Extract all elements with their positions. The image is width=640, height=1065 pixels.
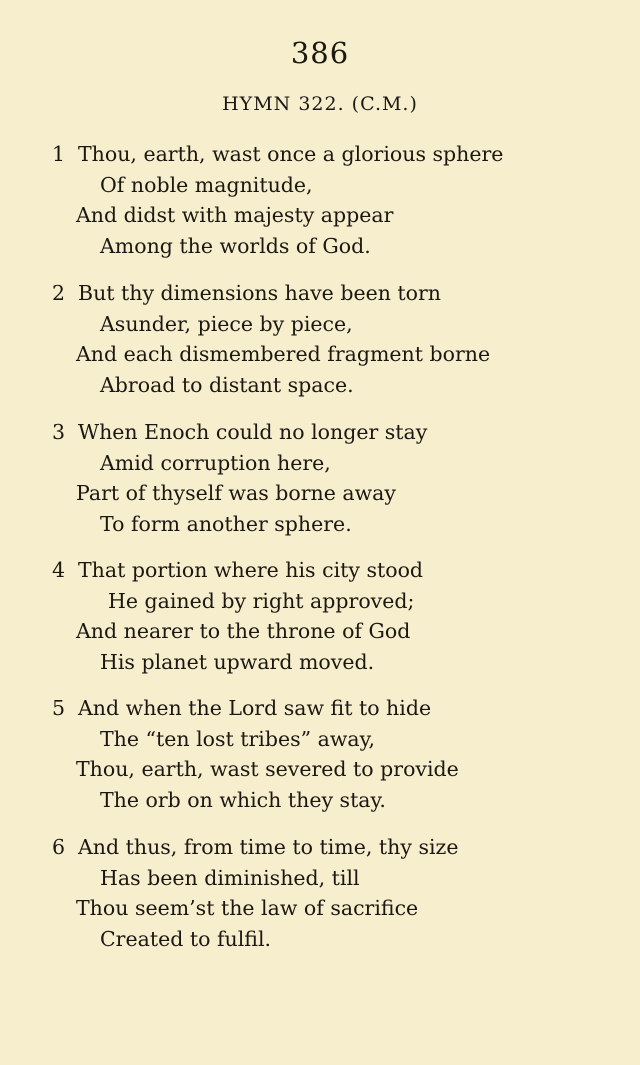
line-text: Among the worlds of God. — [100, 233, 371, 258]
stanza-line — [52, 832, 612, 863]
line-text: Asunder, piece by piece, — [100, 311, 353, 336]
stanza-2 — [52, 278, 612, 400]
stanza-line — [52, 417, 612, 448]
line-text: And didst with majesty appear — [76, 203, 394, 227]
stanza-line — [52, 863, 612, 894]
hymn-title: HYMN 322. (C.M.) — [222, 93, 418, 115]
stanza-3 — [52, 417, 612, 539]
line-text: Thou, earth, wast severed to provide — [76, 757, 459, 781]
stanza-line — [52, 309, 612, 340]
stanza-line — [52, 278, 612, 309]
stanza-line — [52, 754, 612, 785]
stanza-line — [52, 647, 612, 678]
line-text: Part of thyself was borne away — [76, 481, 396, 505]
stanza-line — [52, 616, 612, 647]
line-text: When Enoch could no longer stay — [78, 420, 428, 444]
stanza-number: 1 — [52, 142, 66, 166]
stanza-line — [52, 170, 612, 201]
stanza-number: 6 — [52, 835, 66, 859]
stanza-number: 2 — [52, 281, 66, 305]
line-text: He gained by right approved; — [108, 588, 415, 613]
stanza-line — [52, 893, 612, 924]
line-text: That portion where his city stood — [78, 558, 424, 582]
stanza-5 — [52, 693, 612, 815]
stanza-line — [52, 200, 612, 231]
line-text: The orb on which they stay. — [100, 787, 386, 812]
line-text: Amid corruption here, — [100, 450, 331, 475]
stanza-line — [52, 339, 612, 370]
stanza-line — [52, 231, 612, 262]
stanza-line — [52, 370, 612, 401]
stanza-4 — [52, 555, 612, 677]
line-text: But thy dimensions have been torn — [78, 281, 442, 305]
stanza-number: 4 — [52, 558, 66, 582]
line-text: And thus, from time to time, thy size — [78, 835, 459, 859]
stanza-line — [52, 924, 612, 955]
stanza-line — [52, 448, 612, 479]
stanza-number: 3 — [52, 420, 66, 444]
stanza-line — [52, 509, 612, 540]
line-text: And when the Lord saw fit to hide — [78, 696, 432, 720]
line-text: Created to fulfil. — [100, 926, 272, 951]
line-text: Of noble magnitude, — [100, 172, 313, 197]
stanza-6 — [52, 832, 612, 954]
stanza-line — [52, 693, 612, 724]
page-number: 386 — [290, 36, 350, 70]
line-text: And each dismembered fragment borne — [76, 342, 491, 366]
stanza-line — [52, 478, 612, 509]
stanza-number: 5 — [52, 696, 66, 720]
line-text: Thou, earth, wast once a glorious sphere — [78, 142, 504, 166]
stanza-line — [52, 586, 612, 617]
stanza-line — [52, 555, 612, 586]
line-text: Has been diminished, till — [100, 865, 360, 890]
line-text: And nearer to the throne of God — [76, 619, 411, 643]
stanza-1 — [52, 139, 612, 261]
line-text: Thou seem’st the law of sacrifice — [76, 896, 419, 920]
stanza-line — [52, 139, 612, 170]
stanza-line — [52, 724, 612, 755]
stanza-line — [52, 785, 612, 816]
line-text: His planet upward moved. — [100, 649, 375, 674]
line-text: To form another sphere. — [100, 511, 352, 536]
line-text: The “ten lost tribes” away, — [100, 726, 375, 751]
line-text: Abroad to distant space. — [100, 372, 354, 397]
